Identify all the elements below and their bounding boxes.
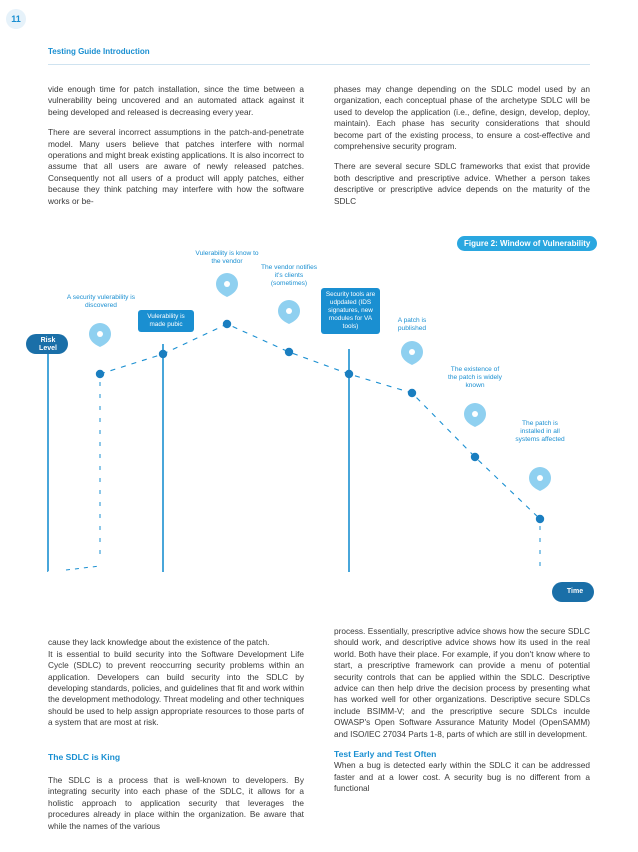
page-number: 11 (6, 9, 26, 29)
event-label: A security vulerability is discovered (66, 294, 136, 309)
paragraph: vide enough time for patch installation, since the time between a vulnerability being uncovered and an automated attack against it being developed and released is decreasing every year. (48, 84, 304, 117)
y-axis-label: Risk Level (39, 337, 57, 352)
pin-marker (464, 403, 486, 427)
event-point (285, 348, 293, 356)
event-label: Vulerability is know to the vendor (195, 250, 259, 265)
pin-marker (216, 273, 238, 297)
figure-caption: Figure 2: Window of Vulnerability (457, 236, 597, 251)
event-point (471, 453, 479, 461)
event-label: Vulerability is made pubic (138, 310, 194, 332)
pin-marker (529, 467, 551, 491)
bottom-left-column (48, 626, 304, 852)
event-label: Security tools are udpdated (IDS signatures, new modules for VA tools) (321, 288, 380, 334)
event-point (408, 389, 416, 397)
running-head: Testing Guide Introduction (48, 47, 150, 56)
section-heading: The SDLC is King (48, 752, 121, 763)
paragraph: There are several secure SDLC frameworks that exist that provide both descriptive and prescriptive advice. Whether a person takes descriptive or prescriptive advice depends on the maturity of the SDLC (334, 161, 590, 206)
event-point (536, 515, 544, 523)
section-heading: Test Early and Test Often (334, 749, 437, 760)
pin-marker (278, 300, 300, 324)
event-point (345, 370, 353, 378)
paragraph: The SDLC is a process that is well-known to developers. By integrating security into each phase of the SDLC, it allows for a holistic approach to application security that leverages the procedures already in place within the organization. Be aware that while the names of the various (48, 774, 304, 831)
event-label: A patch is published (397, 317, 427, 332)
paragraph: There are several incorrect assumptions in the patch-and-penetrate model. Many users believe that patches interfere with normal operations and might break existing applications. It is also incorrect to assume that all users are aware of newly released patches. Consequently not all users of a product will apply patches, either because they think patching may interfere with how the software works or be- (48, 127, 304, 206)
paragraph: When a bug is detected early within the SDLC it can be addressed faster and at a lower cost. A security bug is no different from a functional (334, 760, 590, 794)
x-axis-label: Time (566, 588, 584, 595)
paragraph: cause they lack knowledge about the existence of the patch. It is essential to build security into the Software Development Life Cycle (SDLC) to prevent reoccurring security problems within an application. Developers can build security into the SDLC by developing standards, policies, and guidelines that fit and work within the development methodology. Threat modeling and other techniques should be used to help assign appropriate resources to those parts of a system that are most at risk. (48, 637, 304, 728)
event-point (96, 370, 104, 378)
event-point (223, 320, 231, 328)
event-label: The vendor notifies it's clients (sometimes) (260, 264, 318, 287)
event-label: The existence of the patch is widely known (448, 366, 502, 389)
bottom-right-column (334, 626, 590, 804)
paragraph: process. Essentially, prescriptive advice shows how the secure SDLC should work, and descriptive advice shows how its used in the real world. Both have their place. For example, if you don't know where to start, a prescriptive framework can provide a menu of potential security controls that can be applied within the SDLC. Descriptive advice can then help drive the decision process by presenting what has worked well for other organizations. Descriptive secure SDLCs include BSIMM-V; and the prescriptive secure SDLCs inculde OWASP's Open Software Assurance Maturity Model (OpenSAMM) and ISO/IEC 27034 Parts 1-8, parts of which are still in development. (334, 626, 590, 739)
paragraph: phases may change depending on the SDLC model used by an organization, each conceptual phase of the archetype SDLC will be used to develop the application (i.e., define, design, develop, deploy, maintain). Each phase has security considerations that should become part of the existing process, to ensure a cost-effective and comprehensive security program. (334, 84, 590, 152)
pin-marker (89, 323, 111, 347)
event-point (159, 350, 167, 358)
baseline-dash (66, 566, 100, 570)
pin-marker (401, 341, 423, 365)
event-label: The patch is installed in all systems affected (515, 420, 565, 443)
